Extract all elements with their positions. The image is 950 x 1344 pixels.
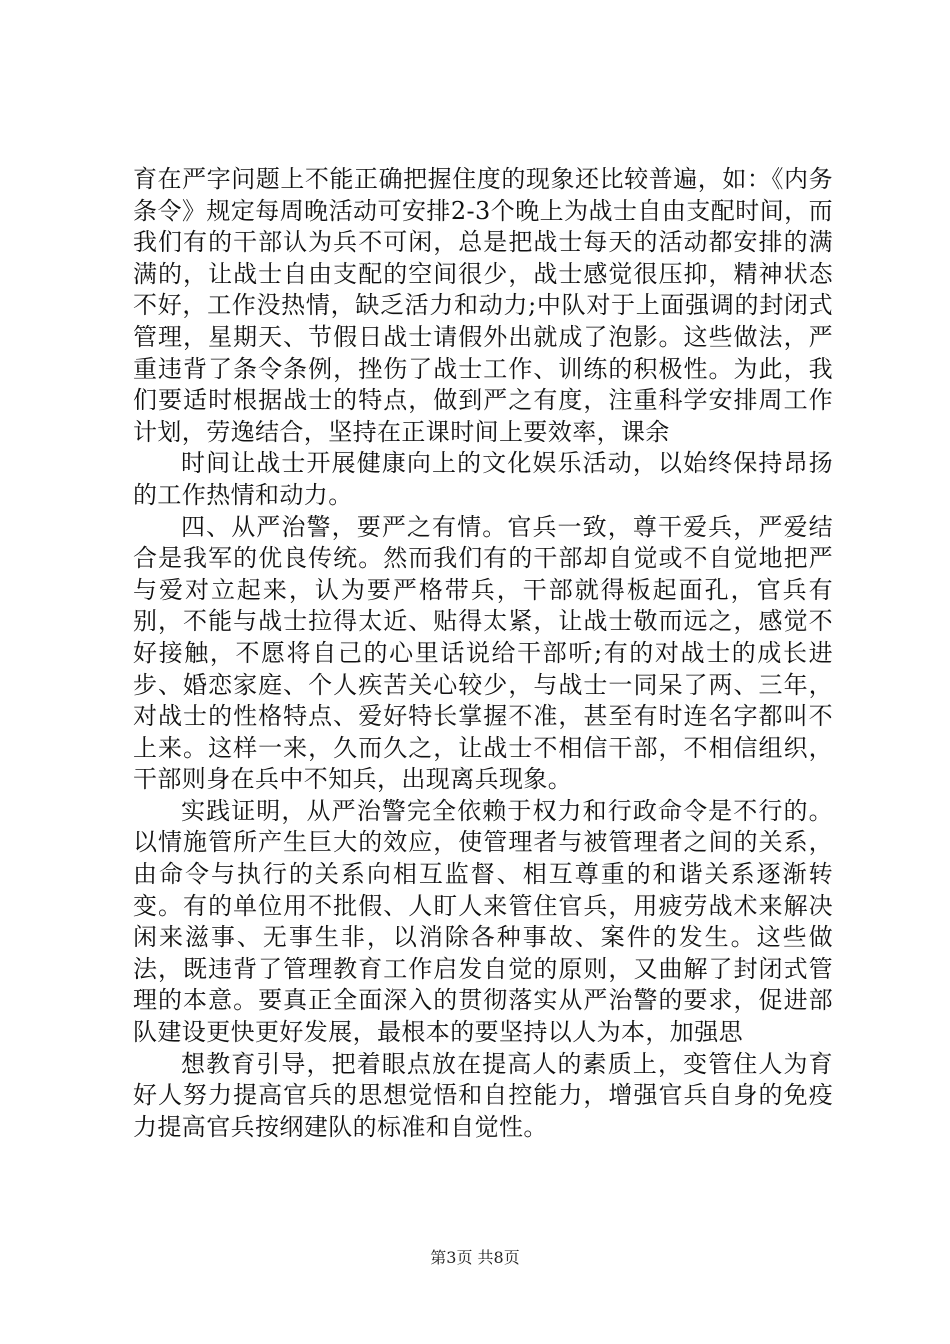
paragraph-2: 时间让战士开展健康向上的文化娱乐活动，以始终保持昂扬的工作热情和动力。	[133, 449, 833, 509]
page-footer	[0, 1245, 950, 1268]
paragraph-3: 四、从严治警，要严之有情。官兵一致，尊干爱兵，严爱结合是我军的优良传统。然而我们有的干部却自觉或不自觉地把严与爱对立起来，认为要严格带兵，干部就得板起面孔，官兵有别，不能与战士拉得太近、贴得太紧，让战士敬而远之，感觉不好接触，不愿将自己的心里话说给干部听;有的对战士的成长进步、婚恋家庭、个人疾苦关心较少，与战士一同呆了两、三年，对战士的性格特点、爱好特长掌握不准，甚至有时连名字都叫不上来。这样一来，久而久之，让战士不相信干部，不相信组织，干部则身在兵中不知兵，出现离兵现象。	[133, 512, 833, 794]
document-body	[133, 164, 833, 1143]
paragraph-5: 想教育引导，把着眼点放在提高人的素质上，变管住人为育好人努力提高官兵的思想觉悟和自控能力，增强官兵自身的免疫力提高官兵按纲建队的标准和自觉性。	[133, 1049, 833, 1141]
page-number-label: 第3页 共8页	[430, 1248, 520, 1267]
paragraph-1: 育在严字问题上不能正确把握住度的现象还比较普遍，如：《内务条令》规定每周晚活动可安排2-3个晚上为战士自由支配时间，而我们有的干部认为兵不可闲，总是把战士每天的活动都安排的满满的，让战士自由支配的空间很少，战士感觉很压抑，精神状态不好，工作没热情，缺乏活力和动力;中队对于上面强调的封闭式管理，星期天、节假日战士请假外出就成了泡影。这些做法，严重违背了条令条例，挫伤了战士工作、训练的积极性。为此，我们要适时根据战士的特点，做到严之有度，注重科学安排周工作计划，劳逸结合，坚持在正课时间上要效率，课余	[133, 165, 833, 446]
paragraph-4: 实践证明，从严治警完全依赖于权力和行政命令是不行的。以情施管所产生巨大的效应，使管理者与被管理者之间的关系，由命令与执行的关系向相互监督、相互尊重的和谐关系逐渐转变。有的单位用不批假、人盯人来管住官兵，用疲劳战术来解决闲来滋事、无事生非，以消除各种事故、案件的发生。这些做法，既违背了管理教育工作启发自觉的原则，又曲解了封闭式管理的本意。要真正全面深入的贯彻落实从严治警的要求，促进部队建设更快更好发展，最根本的要坚持以人为本，加强思	[133, 796, 833, 1047]
